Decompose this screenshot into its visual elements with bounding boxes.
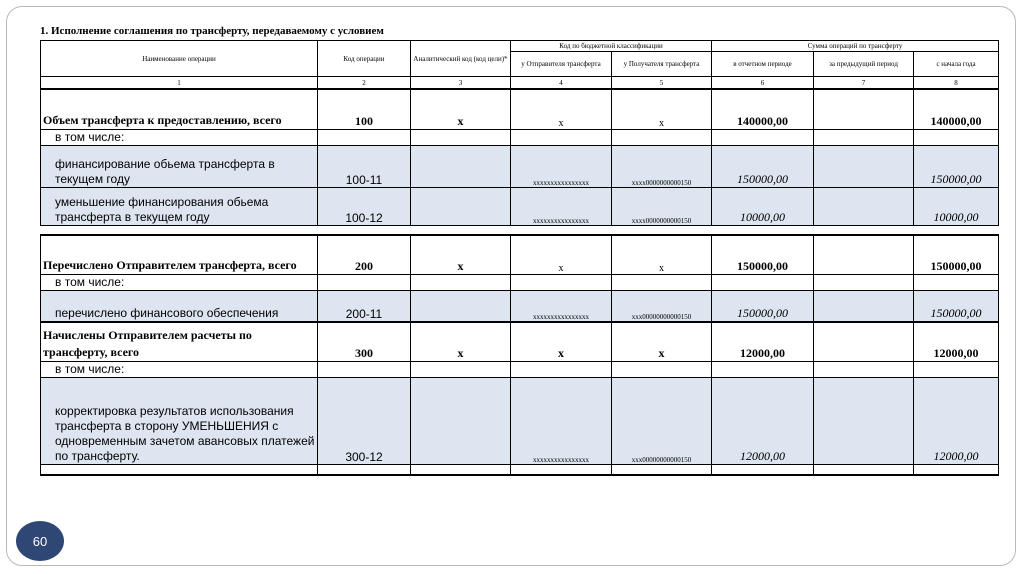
page-number-badge: 60 [16, 521, 64, 561]
col-number: 5 [612, 77, 712, 90]
detail-code: 300-12 [318, 378, 411, 465]
section-receiver: х [612, 235, 712, 275]
including-label: в том числе: [41, 362, 318, 378]
header-row-1 [41, 41, 999, 52]
col-number: 6 [712, 77, 814, 90]
section-sender: х [511, 322, 612, 362]
detail-sender: хххххххххххххххх [511, 378, 612, 465]
col-number: 1 [41, 77, 318, 90]
section-previous [814, 89, 914, 129]
col-number: 3 [411, 77, 511, 90]
header-sender: у Отправителя трансферта [511, 52, 612, 77]
detail-year: 12000,00 [914, 378, 999, 465]
header-analytic: Аналитический код (код цели)* [411, 41, 511, 77]
detail-year: 10000,00 [914, 187, 999, 225]
section-code: 200 [318, 235, 411, 275]
section-current: 150000,00 [712, 235, 814, 275]
detail-row [41, 378, 999, 465]
detail-row [41, 291, 999, 322]
detail-code: 200-11 [318, 291, 411, 322]
transfer-table [40, 40, 999, 476]
col-number: 8 [914, 77, 999, 90]
section-code: 300 [318, 322, 411, 362]
section-total-row [41, 322, 999, 362]
section-year: 140000,00 [914, 89, 999, 129]
section-code: 100 [318, 89, 411, 129]
section-total-row [41, 235, 999, 275]
header-current: в отчетном периоде [712, 52, 814, 77]
detail-current: 10000,00 [712, 187, 814, 225]
section-sender: х [511, 89, 612, 129]
header-previous: за предыдущий период [814, 52, 914, 77]
header-kbk-group: Код по бюджетной классификации [511, 41, 712, 52]
header-sum-group: Сумма операций по трансферту [712, 41, 999, 52]
section-name: Объем трансферта к предоставлению, всего [41, 89, 318, 129]
detail-row [41, 187, 999, 225]
col-number: 7 [814, 77, 914, 90]
section-analytic: х [411, 89, 511, 129]
detail-name: корректировка результатов использования трансферта в сторону УМЕНЬШЕНИЯ с одновременным зачетом авансовых платежей по трансферту. [41, 378, 318, 465]
detail-receiver: ххх00000000000150 [612, 378, 712, 465]
including-row [41, 129, 999, 145]
section-receiver: х [612, 322, 712, 362]
section-analytic: х [411, 322, 511, 362]
detail-year: 150000,00 [914, 291, 999, 322]
col-number: 2 [318, 77, 411, 90]
header-receiver: у Получателя трансферта [612, 52, 712, 77]
detail-sender: хххххххххххххххх [511, 187, 612, 225]
col-number: 4 [511, 77, 612, 90]
section-gap [41, 225, 999, 235]
including-label: в том числе: [41, 129, 318, 145]
detail-year: 150000,00 [914, 145, 999, 187]
detail-receiver: хххх0000000000150 [612, 187, 712, 225]
including-row [41, 275, 999, 291]
including-label: в том числе: [41, 275, 318, 291]
section-name: Начислены Отправителем расчеты по трансферту, всего [41, 322, 318, 362]
section-year: 150000,00 [914, 235, 999, 275]
detail-sender: хххххххххххххххх [511, 145, 612, 187]
header-code: Код операции [318, 41, 411, 77]
section-previous [814, 322, 914, 362]
column-numbers-row [41, 77, 999, 90]
detail-code: 100-12 [318, 187, 411, 225]
detail-current: 12000,00 [712, 378, 814, 465]
detail-current: 150000,00 [712, 145, 814, 187]
section-receiver: х [612, 89, 712, 129]
section-sender: х [511, 235, 612, 275]
section-total-row [41, 89, 999, 129]
detail-row [41, 145, 999, 187]
detail-code: 100-11 [318, 145, 411, 187]
section-current: 140000,00 [712, 89, 814, 129]
detail-sender: хххххххххххххххх [511, 291, 612, 322]
detail-receiver: хххх0000000000150 [612, 145, 712, 187]
section-current: 12000,00 [712, 322, 814, 362]
detail-name: уменьшение финансирования обьема трансферта в текущем году [41, 187, 318, 225]
detail-receiver: ххх00000000000150 [612, 291, 712, 322]
header-name: Наименование операции [41, 41, 318, 77]
section-previous [814, 235, 914, 275]
table-bottom-row [41, 465, 999, 475]
section-name: Перечислено Отправителем трансферта, всего [41, 235, 318, 275]
detail-name: перечислено финансового обеспечения [41, 291, 318, 322]
section-analytic: х [411, 235, 511, 275]
section-year: 12000,00 [914, 322, 999, 362]
page-title: 1. Исполнение соглашения по трансферту, передаваемому с условием [40, 25, 384, 37]
including-row [41, 362, 999, 378]
detail-current: 150000,00 [712, 291, 814, 322]
header-year: с начала года [914, 52, 999, 77]
detail-name: финансирование обьема трансферта в текущем году [41, 145, 318, 187]
